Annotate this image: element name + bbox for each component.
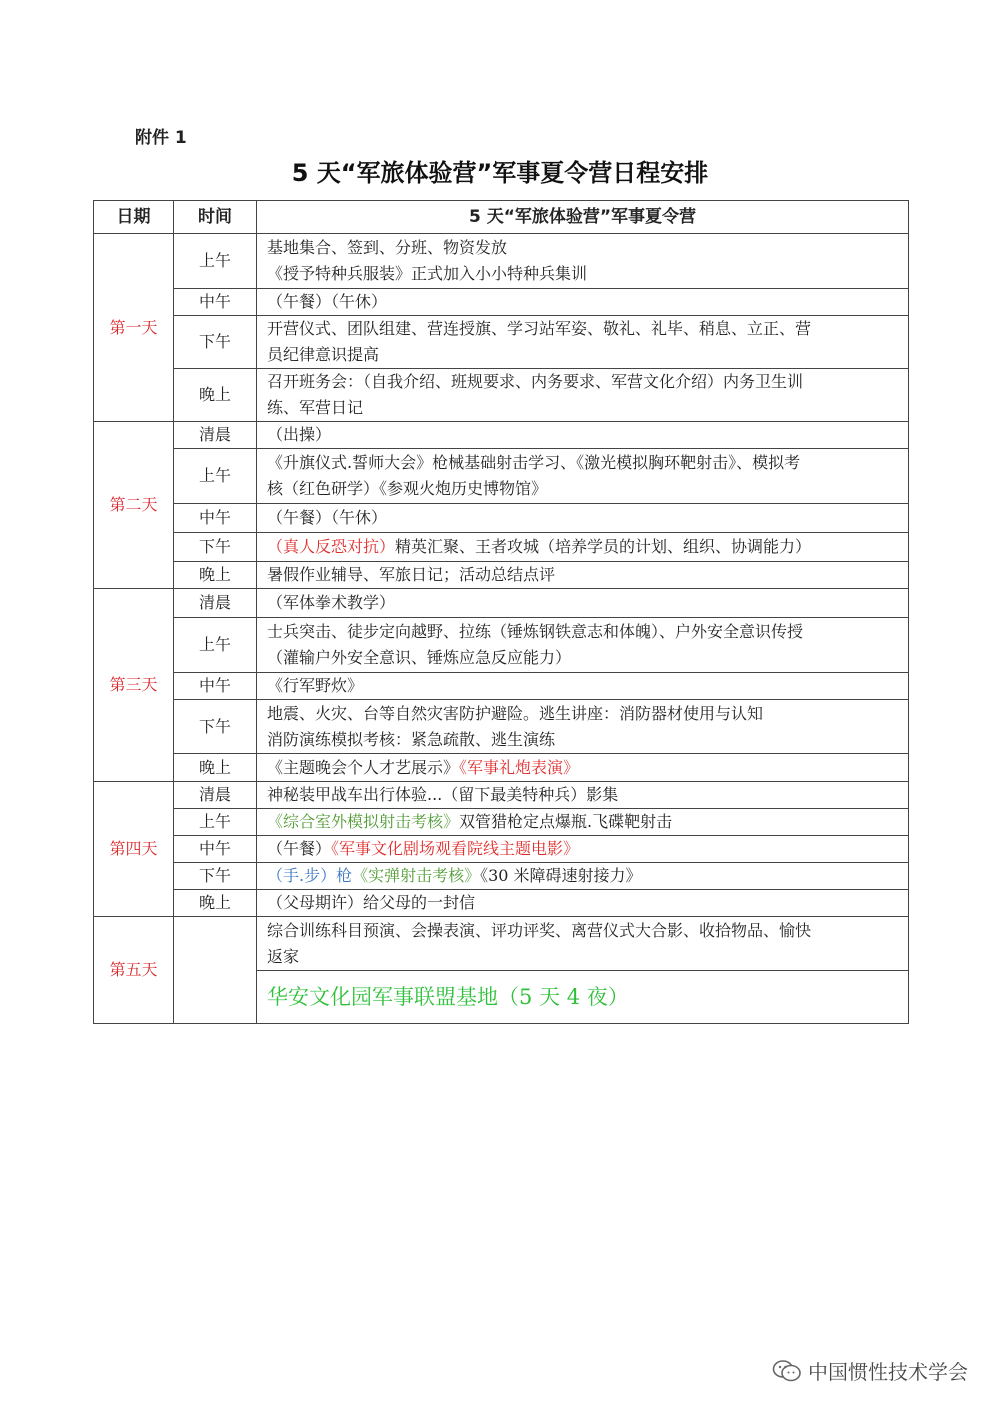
activity-text: （手.步）枪 (267, 866, 353, 885)
activity-text: （灌输户外安全意识、锤炼应急反应能力） (267, 648, 572, 667)
table-row (94, 782, 909, 809)
activity-text: （午餐） (267, 839, 332, 858)
activity-line (267, 235, 902, 261)
activity-cell (257, 533, 909, 562)
activity-text: 双管猎枪定点爆瓶.飞碟靶射击 (459, 812, 673, 831)
activity-text: （出操） (267, 425, 332, 444)
activity-cell (257, 422, 909, 449)
table-row (94, 234, 909, 289)
time-cell: 中午 (174, 289, 257, 316)
time-cell: 上午 (174, 618, 257, 673)
activity-cell (257, 589, 909, 618)
activity-text: 开营仪式、团队组建、营连授旗、学习站军姿、敬礼、礼毕、稍息、立正、营 (267, 319, 812, 338)
table-row (94, 673, 909, 700)
activity-text: 员纪律意识提高 (267, 345, 380, 364)
activity-text: 《升旗仪式.誓师大会》枪械基础射击学习、《激光模拟胸环靶射击》、模拟考 (267, 453, 801, 472)
activity-text: （午餐）（午休） (267, 292, 388, 311)
wechat-icon (772, 1359, 802, 1383)
activity-line (267, 261, 902, 287)
time-cell: 中午 (174, 504, 257, 533)
activity-text: 《军事礼炮表演》 (459, 757, 580, 777)
table-row (94, 504, 909, 533)
activity-text: 召开班务会：（自我介绍、班规要求、内务要求、军营文化介绍）内务卫生训 (267, 372, 804, 391)
table-row (94, 809, 909, 836)
table-row (94, 316, 909, 369)
activity-text: 精英汇聚、王者攻城（培养学员的计划、组织、协调能力） (395, 537, 812, 556)
time-cell: 中午 (174, 836, 257, 863)
activity-line (267, 450, 902, 476)
activity-line (267, 755, 902, 781)
activity-text: 《30 米障碍速射接力》 (480, 866, 642, 885)
activity-line (267, 534, 902, 560)
table-row (94, 449, 909, 504)
wechat-account-name: 中国惯性技术学会 (808, 1360, 968, 1384)
time-cell: 上午 (174, 449, 257, 504)
day-label: 第一天 (94, 234, 174, 422)
activity-text: 《军事文化剧场观看院线主题电影》 (331, 839, 580, 858)
time-cell: 晚上 (174, 562, 257, 589)
activity-cell (257, 863, 909, 890)
time-cell: 下午 (174, 700, 257, 754)
table-row (94, 589, 909, 618)
time-cell: 清晨 (174, 782, 257, 809)
activity-line (267, 590, 902, 616)
activity-line (267, 316, 902, 342)
day-label: 第四天 (94, 782, 174, 917)
activity-text: 《授予特种兵服装》正式加入小小特种兵集训 (267, 264, 588, 283)
table-row (94, 422, 909, 449)
base-name: 华安文化园军事联盟基地（5 天 4 夜） (267, 985, 629, 1009)
activity-text: （父母期许）给父母的一封信 (267, 893, 476, 912)
table-header-row (94, 201, 909, 234)
activity-line (267, 673, 902, 699)
activity-cell (257, 673, 909, 700)
activity-line (267, 809, 902, 835)
activity-line (267, 342, 902, 368)
activity-cell (257, 971, 909, 1024)
table-row (94, 890, 909, 917)
activity-text: 返家 (267, 946, 300, 966)
table-row (94, 533, 909, 562)
activity-text: 暑假作业辅导、军旅日记；活动总结点评 (267, 565, 556, 584)
table-row (94, 863, 909, 890)
activity-cell (257, 504, 909, 533)
activity-line (267, 619, 902, 645)
table-row (94, 369, 909, 422)
activity-cell (257, 234, 909, 289)
activity-line (267, 369, 902, 395)
table-row (94, 618, 909, 673)
time-cell: 上午 (174, 234, 257, 289)
activity-text: 士兵突击、徒步定向越野、拉练（锤炼钢铁意志和体魄）、户外安全意识传授 (267, 622, 804, 641)
activity-cell (257, 700, 909, 754)
time-cell: 晚上 (174, 890, 257, 917)
activity-cell (257, 917, 909, 971)
day-label: 第三天 (94, 589, 174, 782)
activity-text: 《行军野炊》 (267, 676, 364, 695)
activity-cell (257, 369, 909, 422)
page-title: 5 天“军旅体验营”军事夏令营日程安排 (291, 159, 709, 187)
activity-line (267, 918, 902, 944)
table-row (94, 700, 909, 754)
activity-line (267, 727, 902, 753)
activity-line (267, 836, 902, 862)
activity-cell (257, 316, 909, 369)
activity-cell (257, 836, 909, 863)
activity-cell (257, 809, 909, 836)
activity-line (267, 701, 902, 727)
table-row (94, 836, 909, 863)
attachment-label: 附件 1 (135, 128, 187, 148)
activity-cell (257, 782, 909, 809)
time-cell: 中午 (174, 673, 257, 700)
activity-text: 基地集合、签到、分班、物资发放 (267, 238, 508, 257)
activity-cell (257, 562, 909, 589)
time-cell: 下午 (174, 863, 257, 890)
activity-line (267, 863, 902, 889)
time-cell: 清晨 (174, 422, 257, 449)
activity-text: 《综合室外模拟射击考核》 (267, 812, 460, 831)
activity-text: 《实弹射击考核》 (352, 866, 481, 885)
table-row (94, 917, 909, 971)
activity-cell (257, 618, 909, 673)
time-cell (174, 917, 257, 1024)
time-cell: 晚上 (174, 754, 257, 782)
time-cell: 上午 (174, 809, 257, 836)
header-camp: 5 天“军旅体验营”军事夏令营 (257, 201, 909, 234)
activity-cell (257, 754, 909, 782)
table-row (94, 562, 909, 589)
activity-line (267, 395, 902, 421)
activity-line (267, 289, 902, 315)
activity-text: 神秘装甲战车出行体验...（留下最美特种兵）影集 (267, 785, 619, 804)
time-cell: 下午 (174, 316, 257, 369)
day-label: 第五天 (94, 917, 174, 1024)
activity-line (267, 505, 902, 531)
table-row (94, 754, 909, 782)
activity-line (267, 562, 902, 588)
wechat-footer (772, 1356, 968, 1385)
header-date: 日期 (94, 201, 174, 234)
activity-text: （午餐）（午休） (267, 508, 388, 527)
activity-cell (257, 289, 909, 316)
time-cell: 下午 (174, 533, 257, 562)
activity-text: 消防演练模拟考核：紧急疏散、逃生演练 (267, 729, 556, 749)
activity-line (267, 476, 902, 502)
time-cell: 清晨 (174, 589, 257, 618)
activity-line (267, 982, 902, 1012)
activity-line (267, 645, 902, 671)
table-row (94, 289, 909, 316)
activity-cell (257, 449, 909, 504)
header-time: 时间 (174, 201, 257, 234)
activity-cell (257, 890, 909, 917)
activity-text: 核（红色研学）《参观火炮历史博物馆》 (267, 479, 548, 498)
activity-text: 地震、火灾、台等自然灾害防护避险。逃生讲座：消防器材使用与认知 (267, 703, 764, 723)
day-label: 第二天 (94, 422, 174, 589)
activity-line (267, 422, 902, 448)
activity-text: 练、军营日记 (267, 398, 364, 417)
activity-text: （真人反恐对抗） (267, 537, 396, 556)
activity-line (267, 944, 902, 970)
activity-line (267, 890, 902, 916)
activity-text: 综合训练科目预演、会操表演、评功评奖、离营仪式大合影、收拾物品、愉快 (267, 920, 812, 940)
activity-line (267, 782, 902, 808)
activity-text: （军体拳术教学） (267, 593, 396, 612)
time-cell: 晚上 (174, 369, 257, 422)
activity-text: 《主题晚会个人才艺展示》 (267, 757, 460, 777)
schedule-table (93, 200, 909, 1024)
